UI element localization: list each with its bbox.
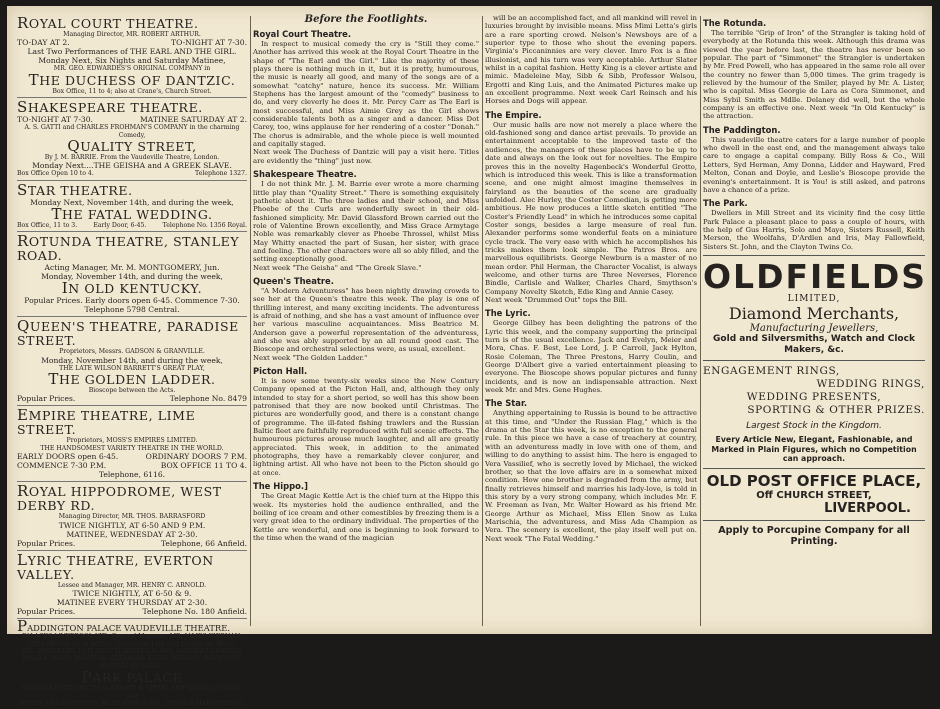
ad-text: Popular Prices. Early doors open 6-45. Commence 7-30.	[24, 296, 240, 306]
review-heading: Picton Hall.	[253, 366, 308, 377]
ad-text: A. S. GATTI and CHARLES FROHMAN'S COMPANY in the charming Comedy,	[24, 124, 240, 139]
oldfields-name: OLDFIELDS	[703, 256, 928, 296]
ad-text: Monday, November 14th, and during the week,	[41, 272, 223, 282]
oldfields-smiths: Gold and Silversmiths, Watch and Clock Makers, &c.	[713, 333, 915, 355]
ad-text: Managing Director, MR. THOS. BARRASFORD	[58, 513, 206, 521]
theatre-name	[17, 408, 247, 437]
ad-line	[17, 452, 247, 461]
review-text: This vaudeville theatre caters for a large number of people who dwell in the east end, and the management always take care to engage a capital company. Billy Ross & Co., Will Letters, Syd Herman, Amy Donna, Lidder and Hayward, Fred Melton, Conan and Doyle, and Leslie's Bioscope provide the evening's entertainment. It is You! is still asked, and patrons have a chance of a prize.	[703, 135, 925, 194]
theatre-ad-lyric	[17, 551, 247, 619]
ad-text: THE DUCHESS OF DANTZIC.	[28, 70, 236, 89]
ad-line	[17, 139, 247, 154]
oldfields-line: WEDDING RINGS,	[816, 377, 925, 390]
ad-text: Popular Prices.	[17, 394, 76, 404]
ad-line	[17, 47, 247, 56]
ad-text: ROYAL COURT THEATRE.	[17, 14, 199, 32]
oldfields-street: Off CHURCH STREET,	[756, 489, 872, 501]
ad-text: TO-DAY AT 2.	[17, 38, 70, 48]
ad-text: THE GOLDEN LADDER.	[48, 370, 216, 389]
ad-text: ROYAL HIPPODROME, WEST DERBY RD.	[17, 482, 222, 514]
ad-text: Telephone, 6116.	[98, 470, 166, 480]
theatre-ads-column	[17, 14, 247, 707]
review-text: The terrible "Grip of Iron" of the Strangler is taking hold of everybody at the Rotunda this week. Although this drama was viewed the year before last, the theatre has never been so popular. The part of "Simmonet" the Strangler is undertaken by Mr. Fred Powell, who has appeared in the same role all over the country no fewer than 5,000 times. The grim tragedy is relieved by the humour of the Smiler, played by Mr. A. Lister, who is capital. Miss Georgie de Lara as Cora Simmonet, and Miss Sybil Smith as Mdlle. Delaney did well, but the whole company is an effective one. Next week "In Old Kentucky" is the attraction.	[703, 29, 925, 121]
ad-line	[17, 88, 247, 95]
ad-line	[17, 598, 247, 607]
ad-text: MATINEE SATURDAY AT 2.	[140, 115, 247, 125]
review-text: It is now some twenty-six weeks since the New Century Company opened at the Picton Hall, and, although they only intended to stay for a short period, so well has this show been patronised that they are now booked until Christmas. The pictures are wonderfully good, and there is a constant change of programme. The ill-fated fishing trawlers and the Russian Baltic fleet are faithfully reproduced with full scenic effects. The humourous pictures arouse much laughter, and all are greatly appreciated. This week, in addition to the animated photographs, they have a remarkably clever conjurer, and lightning artist. All who have not been to the Picton should go at once.	[253, 377, 479, 477]
theatre-name	[17, 16, 247, 31]
ad-line	[17, 296, 247, 305]
ad-line	[17, 272, 247, 281]
oldfields-city: LIVERPOOL.	[824, 500, 911, 516]
ad-text: DOYLE, VIOLET RIVERS, BILLY ROSS & CO., GEORGE MARRINGENO.	[19, 699, 245, 707]
ad-text: Telephone 1327.	[195, 170, 247, 178]
review-heading: The Lyric.	[485, 308, 531, 319]
theatre-ad-empire	[17, 406, 247, 482]
ad-text: BOLD & MAYO, BLANCHE GRESHAM, KEITH MERSON, BIOSCOPE,	[22, 655, 242, 663]
review-text: In respect to musical comedy the cry is "Still they come." Another has arrived this week at the Royal Court Theatre in the shape of "The Earl and the Girl." Like the majority of these plays there is nothing much in it, but it is pretty, humourous, the music is nearly all good, and many of the songs are of a somewhat "catchy" nature, hence its success. Mr. William Stephens has the largest amount of the "comedy" business to do, and very cleverly he does it. Mr. Percy Carr as The Earl is most successful, and Miss Aimie Grey as the Girl shows considerable talents both as a singer and a dancer. Miss Dot Carey, too, wins applause for her rendering of a coster "Donah." The chorus is admirable, and the whole piece is well mounted and capitally staged. Next week The Duchess of Dantzic will pay a visit here. Titles are evidently the "thing" just now.	[253, 40, 479, 165]
ad-line	[17, 589, 247, 598]
ad-text: PADDINGTON PALACE VAUDEVILLE THEATRE.	[17, 617, 230, 636]
ad-text: TWICE NIGHTLY, AT 6-50 & 9.	[72, 589, 192, 599]
ad-text: TELEPHONE 2038 ROYAL. November 14th and During the Week.	[28, 640, 236, 648]
ad-text: STAR THEATRE.	[17, 180, 133, 199]
ad-text: THE LATE WILSON BARRETT'S GREAT PLAY,	[59, 364, 205, 372]
ad-text: Early Door, 6-45.	[93, 221, 147, 229]
ad-text: THE HANDSOMEST VARIETY THEATRE IN THE WORLD.	[40, 444, 224, 452]
ad-text: Telephone No. 180 Anfield.	[142, 607, 247, 617]
theatre-ad-star	[17, 181, 247, 232]
ad-line	[17, 161, 247, 170]
ad-text: Telephone No. 8479	[169, 394, 247, 404]
ad-line	[17, 65, 247, 72]
ad-text: SHAKESPEARE THEATRE.	[17, 98, 203, 117]
review-text: George Gilbey has been delighting the patrons of the Lyric this week, and the company supporting the principal turn is of the usual excellence. Jack and Evelyn, Meier and Mora, Chas. F. Best, Lee Lord, J. P. Carroll, Jack Hylton, Rosie Coleman, The Three Prestons, Harry Coulin, and George D'Albert give a varied entertainment pleasing to everyone. The Bioscope shows popular pictures and funny incidents, and is now an indispensable attraction. Next week Mr. and Mrs. Gene Hughes.	[485, 319, 697, 395]
ad-line	[17, 461, 247, 470]
ad-text: QUALITY STREET,	[67, 137, 197, 156]
ad-line	[17, 521, 247, 530]
ad-text: Popular Prices.	[17, 607, 76, 617]
column-title: Before the Footlights.	[304, 14, 428, 25]
ad-text: ORDINARY DOORS 7 P.M.	[145, 452, 247, 462]
theatre-name	[17, 234, 247, 263]
review-heading: Shakespeare Theatre.	[253, 169, 357, 180]
ad-text: Box Office, 11 to 3.	[17, 221, 78, 229]
ad-text: TO-NIGHT AT 7-30.	[17, 115, 93, 125]
ad-text: Proprietors, MOSS'S EMPIRES LIMITED.	[66, 437, 198, 445]
oldfields-line: SPORTING & OTHER PRIZES.	[747, 403, 925, 416]
ad-line	[17, 513, 247, 520]
ad-text: TO-NIGHT AT 7-30.	[171, 38, 247, 48]
theatre-ad-paddington	[17, 619, 247, 709]
review-text: Our music halls are now not merely a place where the old-fashioned song and dance artist prevails. To provide an entertainment acceptable to the improved taste of the audiences, the managers of these places have to be up to date and always on the look out for novelties. The Empire proves this in the novelty Hagenbeck's Wonderful Grotto, which is introduced this week. This is like a transformation scene, and one might almost imagine themselves in fairyland as the beauties of the scene are gradually unfolded. Alec Hurley, the Coster Comedian, is getting more ambitious. He now produces a little sketch entitled "The Coster's Friendly Lead" in which he introduces some capital Coster songs, besides a large measure of real fun. Alexander performs some wonderful feats on a miniature cycle track. The very ease with which he accomplishes his tricks makes them look simple. The Patros Bros. are marvellous equilibrists. George Newburn is a master of no mean order. Phil Herman, the Character Vocalist, is always welcome, and other turns are Three Neverses, Florence Bindle, Carlisle and Walker, Charles Chard, Smythson's Company Novelty Sketch, Edie King and Annie Casey. Next week "Drummed Out" tops the Bill.	[485, 120, 697, 304]
ad-line	[17, 263, 247, 272]
column-rule	[482, 16, 483, 626]
ad-text: Last Two Performances of THE EARL AND THE GIRL.	[27, 47, 237, 57]
review-heading: The Paddington.	[703, 124, 781, 135]
ad-text: MR. GEO. EDWARDES'S ORIGINAL COMPANY in	[53, 65, 211, 73]
ad-text: COMMENCE 7-30 P.M.	[17, 461, 107, 471]
oldfields-limited: LIMITED,	[787, 293, 841, 304]
ad-text: LYRIC THEATRE, EVERTON VALLEY.	[17, 550, 214, 582]
ad-line	[17, 31, 247, 38]
review-text: I do not think Mr. J. M. Barrie ever wrote a more charming little play than "Quality Street." There is something exquisitely pathetic about it. The three ladies and their school, and Miss Phoebe of the Curls are wonderfully sweet in their old-fashioned simplicity. Mr. David Glassford Brown carried out the role of Valentine Brown excellently, and Miss Grace Armytage Noble was remarkably clever as Phoebe Throssel, whilst Miss May Whitty enacted the part of Susan, her sister, with grace and feeling. The other characters were all so ably filled, and the setting exceptionally good. Next week "The Geisha" and "The Greek Slave."	[253, 180, 479, 272]
ad-line	[17, 655, 247, 662]
ad-text: ROTUNDA THEATRE, STANLEY ROAD.	[17, 232, 240, 264]
ad-text: Monday, November 14th, and during the week,	[41, 355, 223, 365]
review-text: will be an accomplished fact, and all mankind will revel in luxuries brought by invisible means. Miss Mimi Letta's girls are a rare sporting crowd. Nelson's Newsboys are of a superior type to those who shout the evening papers. Virginia's Piccaninnies are very clever. Imro Fox is a fine illusionist, and his turn was very acceptable. Arthur Slater whilst in a capital fashion. Hetty King is a clever artiste and mimic. Madeleine May, Sibb & Sibb, Professor Welsou, Ergotti and King Luis, and the Animated Pictures make up an excellent programme. Next week Carl Reinsch and his Horses and Dogs will appear.	[485, 14, 697, 106]
oldfields-line: ENGAGEMENT RINGS,	[703, 364, 840, 377]
ad-line	[17, 539, 247, 548]
theatre-name	[17, 100, 247, 115]
ad-line	[17, 372, 247, 387]
review-heading: The Park.	[703, 198, 748, 209]
theatre-name	[17, 550, 247, 582]
ad-text: Monday Next....THE GEISHA and A GREEK SLAVE.	[32, 161, 232, 171]
theatre-ad-royal-court	[17, 14, 247, 98]
ad-text: IN OLD KENTUCKY.	[61, 279, 203, 298]
ad-text: Managing Director, MR. ROBERT ARTHUR.	[63, 31, 201, 38]
ad-line	[17, 124, 247, 139]
ad-line	[17, 348, 247, 355]
theatre-ad-queens	[17, 317, 247, 406]
review-text: Dwellers in Mill Street and its vicinity find the cosy little Park Palace a pleasant place to pass a couple of hours, with the help of Gus Harris, Solo and Mayo, Sisters Russell, Keith Merson, the Woolfahs, D'Ardlen and Iris, May Fallowfield, Sisters St. John, and the Clayton Twins Co.	[703, 209, 925, 251]
ad-text: THE WOOLFAHS, IS IT YOU? D'ARDLEN & IRIS, MAY FALLOWFIELD,	[20, 647, 244, 655]
ad-text: MATINEE, WEDNESDAY AT 2-30.	[66, 529, 198, 539]
review-text: "A Modern Adventuress" has been nightly drawing crowds to see her at the Queen's theatre this week. The play is one of thrilling interest, and many exciting incidents. The adventuress is afraid of nothing, and she has a vast amount of influence over her various masculine acquaintances. Miss Beatrice M. Anderson gave a powerful representation of the adventuress, and she was ably supported by an all round good cast. The Bioscope and orchestral selections were, as usual, excellent. Next week "The Golden Ladder."	[253, 286, 479, 362]
ad-line	[17, 170, 247, 177]
ad-text: Popular Prices.	[17, 538, 76, 548]
ad-line	[17, 470, 247, 479]
ad-line	[17, 394, 247, 403]
review-text: Anything appertaining to Russia is bound to be attractive at this time, and "Under the Russian Flag," which is the drama at the Star this week, is no exception to the general rule. In this piece we have a case of treachery at country, with an adventuress madly in love with one of them, and willing to do anything to assist him. The hero is engaged to Vera Vassilief, who is secretly loved by Michael, the wicked brother, so that the love affairs are in a somewhat mixed condition. How one brother is degraded from the army, but finally retrieves himself and marries his lady-love, is told in this story by a very strong company, which includes Mr. F. W. Freeman as Ivan, Mr. Walter Howard as his friend Mr. George Arthur as Michael, Miss Ellen Snow as Luka Marischia, the adventuress, and Miss Ada Champion as Vera. The scenery is excellent, the play itself well put on. Next week "The Fatal Wedding."	[485, 409, 697, 543]
ad-line	[17, 387, 247, 394]
ad-text: Telephone No. 1356 Royal.	[162, 221, 247, 229]
ad-text: Proprietors, Messrs. GADSON & GRANVILLE.	[59, 348, 205, 356]
ad-text: SISTERS RUSSELL.	[100, 662, 164, 670]
theatre-ad-shakespeare	[17, 98, 247, 181]
review-heading: The Empire.	[485, 109, 542, 120]
ad-text: THE FATAL WEDDING.	[51, 204, 213, 223]
column-rule	[250, 16, 251, 626]
theatre-ad-rotunda	[17, 232, 247, 317]
ad-text: Telephone 5798 Central.	[84, 305, 180, 315]
ad-text: Box Office Open 10 to 4.	[17, 170, 94, 178]
ad-line	[17, 648, 247, 655]
ad-text: By J. M. BARRIE. From the Vaudeville Theatre, London.	[44, 154, 220, 162]
ad-text: PARK PALACE	[81, 668, 183, 687]
ad-line	[17, 437, 247, 444]
ad-line	[17, 670, 247, 685]
ad-line	[17, 356, 247, 365]
oldfields-advert	[703, 256, 928, 547]
oldfields-stock: Largest Stock in the Kingdom.	[746, 420, 882, 431]
ad-line	[17, 281, 247, 296]
review-heading: Royal Court Theatre.	[253, 29, 352, 39]
oldfields-every: Every Article New, Elegant, Fashionable, and Marked in Plain Figures, which no Competition can approach.	[711, 434, 917, 464]
ad-line	[17, 56, 247, 65]
ad-text: Box Office, 11 to 4; also at Crane's, Church Street.	[52, 87, 212, 95]
theatre-ad-hippodrome	[17, 482, 247, 550]
ad-line	[17, 154, 247, 161]
ad-text: BOX OFFICE 11 TO 4.	[160, 461, 247, 471]
ad-line	[17, 222, 247, 229]
ad-line	[17, 530, 247, 539]
ad-text: EMPIRE THEATRE, LIME STREET.	[17, 406, 196, 438]
reviews-column-2	[485, 14, 697, 628]
ad-line	[17, 305, 247, 314]
ad-line	[17, 38, 247, 47]
ad-line	[17, 700, 247, 707]
ad-line	[17, 115, 247, 124]
ad-text: Monday Next, November 14th, and during the week,	[30, 197, 234, 207]
ad-line	[17, 685, 247, 700]
column-rule	[700, 16, 701, 626]
oldfields-trade: Diamond Merchants,	[728, 303, 900, 323]
reviews-column-1	[253, 14, 479, 628]
review-text: The Great Magic Kettle Act is the chief turn at the Hippo this week. Its mysteries hold the audience enthralled, and the boiling of ice cream and other comestibles by freezing them is a very great idea to the ordinary individual. The properties of the Kettle are wonderful, and one is beginning to look forward to the time when the wand of the magician	[253, 492, 479, 542]
ad-line	[17, 204, 247, 223]
ad-line	[17, 633, 247, 640]
ad-text: EARLY DOORS open 6-45.	[17, 452, 119, 462]
ad-text: Telephone, 66 Anfield.	[160, 538, 247, 548]
review-heading: The Star.	[485, 398, 528, 409]
ad-text: Acting Manager, Mr. M. MONTGOMERY, Jun.	[44, 263, 220, 273]
theatre-name	[17, 319, 247, 348]
oldfields-address: OLD POST OFFICE PLACE,	[706, 471, 922, 490]
ad-line	[17, 663, 247, 670]
ad-line	[17, 70, 247, 89]
ad-line	[17, 607, 247, 616]
review-heading: The Rotunda.	[703, 18, 767, 28]
theatre-name	[17, 180, 247, 199]
ad-line	[17, 641, 247, 648]
ad-text: TWICE NIGHTLY, AT 6-50 AND 9 P.M.	[58, 520, 206, 530]
ad-line	[17, 445, 247, 452]
printing-notice: Apply to Porcupine Company for all Printing.	[718, 524, 910, 547]
ad-text: QUEEN'S THEATRE, PARADISE STREET.	[17, 317, 239, 349]
ad-text: Monday Next, Six Nights and Saturday Matinee,	[38, 56, 226, 66]
theatre-name	[17, 617, 247, 636]
newspaper-page	[7, 6, 932, 707]
theatre-name	[17, 484, 247, 513]
reviews-column-3	[703, 14, 928, 628]
ad-text: MATINEE EVERY THURSDAY AT 2-30.	[56, 598, 208, 608]
ad-text: SPANGLETETTI CIRCUS in BROWN & SPINK, AMY DONNA, CONAN and	[21, 685, 243, 700]
ad-line	[17, 582, 247, 589]
oldfields-sub: Manufacturing Jewellers,	[749, 322, 879, 334]
oldfields-line: WEDDING PRESENTS,	[746, 390, 882, 403]
review-heading: Queen's Theatre.	[253, 275, 334, 286]
ad-text: PALACES LIVERPOOL LTD. General Manager, MR. JAMES KIERNAN.	[22, 633, 242, 641]
ad-text: Bioscope between the Acts.	[88, 387, 176, 395]
ad-text: Lessee and Manager, MR. HENRY C. ARNOLD.	[57, 581, 207, 589]
review-heading: The Hippo.]	[253, 481, 308, 492]
